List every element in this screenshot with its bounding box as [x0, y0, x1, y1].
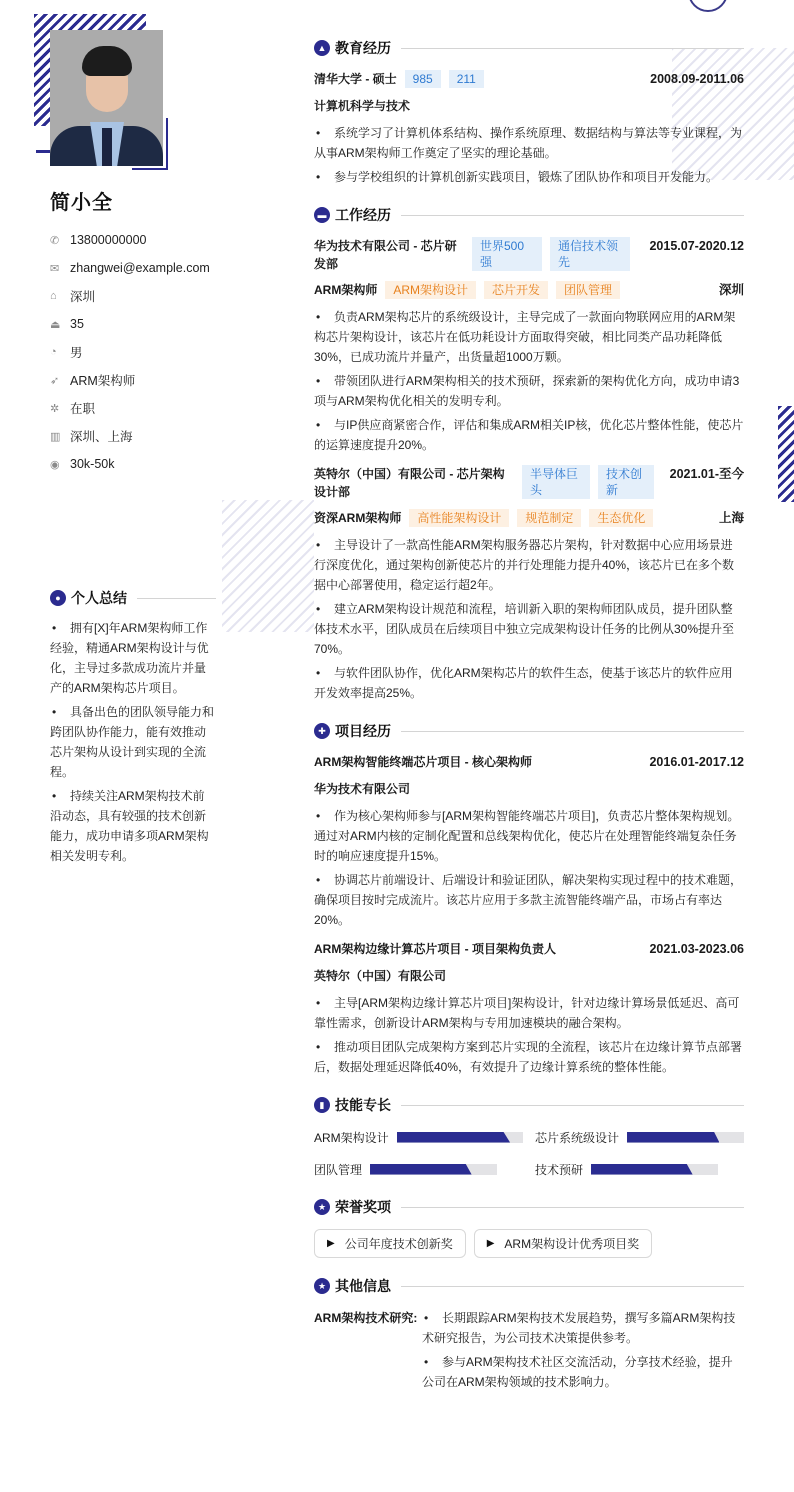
projects-section [314, 721, 744, 1077]
work-bullet: • 负责ARM架构芯片的系统级设计，主导完成了一款面向物联网应用的ARM架构芯片架构设计，该芯片在低功耗设计方面取得突破，相比同类产品功耗降低30%，已成功流片并量产，出货量超1000万颗。 [314, 307, 744, 367]
other-bullet: • 长期跟踪ARM架构技术发展趋势，撰写多篇ARM架构技术研究报告，为公司技术决策提供参考。 [422, 1308, 740, 1348]
section-title: 教育经历 [335, 40, 391, 56]
project-bullet: • 主导[ARM架构边缘计算芯片项目]架构设计，针对边缘计算场景低延迟、高可靠性需求，创新设计ARM架构与专用加速模块的融合架构。 [314, 993, 744, 1033]
status-icon: ✲ [50, 402, 60, 415]
role: ARM架构师 [314, 283, 378, 297]
info-position: ➶ ARM架构师 [50, 374, 136, 388]
skill-tag: 高性能架构设计 [409, 509, 509, 527]
info-phone: ✆ 13800000000 [50, 233, 147, 247]
bar-chart-icon: ▮ [314, 1097, 330, 1113]
skill-item [314, 1159, 535, 1179]
skills-grid [314, 1127, 744, 1179]
project-name: ARM架构边缘计算芯片项目 - 项目架构负责人 [314, 942, 556, 956]
decorative-circle [688, 0, 728, 12]
work-section [314, 205, 744, 703]
project-entry [314, 940, 744, 1077]
section-title: 工作经历 [335, 207, 391, 223]
award-item: ▶ ARM架构设计优秀项目奖 [474, 1229, 652, 1258]
divider [401, 1286, 744, 1287]
main-column [314, 38, 744, 1414]
section-header [314, 1095, 744, 1115]
work-bullet: • 建立ARM架构设计规范和流程，培训新入职的架构师团队成员，提升团队整体技术水平，团队成员在后续项目中独立完成架构设计任务的比例从30%提升至70%。 [314, 599, 744, 659]
skill-tag: 生态优化 [589, 509, 653, 527]
divider [401, 1105, 744, 1106]
decorative-stripes-mid [222, 500, 314, 632]
other-bullet: • 参与ARM架构技术社区交流活动，分享技术经验，提升公司在ARM架构领域的技术影响力。 [422, 1352, 740, 1392]
work-bullet: • 带领团队进行ARM架构相关的技术预研，探索新的架构优化方向，成功申请3项与ARM架构优化相关的发明专利。 [314, 371, 744, 411]
skill-item [535, 1159, 744, 1179]
company-tag: 通信技术领先 [550, 237, 630, 271]
project-bullet: • 协调芯片前端设计、后端设计和验证团队，解决架构实现过程中的技术难题，确保项目按时完成流片。该芯片应用于多款主流智能终端产品，市场占有率达20%。 [314, 870, 744, 930]
education-bullet: • 系统学习了计算机体系结构、操作系统原理、数据结构与算法等专业课程，为从事ARM架构师工作奠定了坚实的理论基础。 [314, 123, 744, 163]
section-header [314, 38, 744, 58]
skill-item [535, 1127, 744, 1147]
mail-icon: ✉ [50, 262, 60, 275]
section-header [314, 205, 744, 225]
home-icon: ⌂ [50, 290, 57, 302]
salary-icon: ◉ [50, 458, 60, 471]
company-name: 华为技术有限公司 - 芯片研发部 [314, 239, 457, 271]
education-entry [314, 70, 744, 187]
phone-icon: ✆ [50, 234, 60, 247]
project-name: ARM架构智能终端芯片项目 - 核心架构师 [314, 755, 532, 769]
skill-tag: 芯片开发 [484, 281, 548, 299]
info-city: ⌂ 深圳 [50, 290, 96, 304]
work-entry [314, 237, 744, 455]
project-company: 华为技术有限公司 [314, 782, 411, 796]
work-date: 2021.01-至今 [669, 467, 744, 481]
info-status: ✲ 在职 [50, 402, 96, 416]
decorative-stripes-right-edge [778, 406, 794, 502]
skills-section [314, 1095, 744, 1179]
project-company: 英特尔（中国）有限公司 [314, 969, 447, 983]
grid-icon: ✚ [314, 723, 330, 739]
building-icon: ▥ [50, 430, 61, 443]
avatar-frame [34, 14, 174, 174]
avatar [50, 30, 163, 166]
project-date: 2021.03-2023.06 [649, 942, 744, 956]
graduation-cap-icon: ▲ [314, 40, 330, 56]
divider [401, 731, 744, 732]
section-header [50, 588, 216, 608]
skill-bar [397, 1132, 523, 1143]
skill-tag: 团队管理 [556, 281, 620, 299]
project-date: 2016.01-2017.12 [649, 755, 744, 769]
section-header [314, 721, 744, 741]
award-item: ▶ 公司年度技术创新奖 [314, 1229, 466, 1258]
project-bullet: • 推动项目团队完成架构方案到芯片实现的全流程，该芯片在边缘计算节点部署后，数据处理延迟降低40%，有效提升了边缘计算系统的整体性能。 [314, 1037, 744, 1077]
work-bullet: • 与软件团队协作，优化ARM架构芯片的软件生态，使基于该芯片的软件应用开发效率提高25%。 [314, 663, 744, 703]
work-location: 深圳 [718, 283, 744, 297]
info-email: ✉ zhangwei@example.com [50, 261, 210, 275]
skill-name: 技术预研 [535, 1162, 584, 1177]
info-age: ⏏ 35 [50, 317, 84, 331]
gender-icon: ◔ [50, 346, 57, 358]
skill-name: 团队管理 [314, 1162, 363, 1177]
section-title: 个人总结 [71, 590, 127, 606]
section-title: 技能专长 [335, 1097, 391, 1113]
award-icon: ★ [314, 1199, 330, 1215]
section-title: 项目经历 [335, 723, 391, 739]
divider [137, 598, 216, 599]
skill-bar-fill [397, 1132, 510, 1143]
divider [401, 48, 744, 49]
work-date: 2015.07-2020.12 [649, 239, 744, 253]
awards-section [314, 1197, 744, 1258]
contact-info-list [50, 226, 250, 478]
user-icon: ● [50, 590, 66, 606]
section-title: 荣誉奖项 [335, 1199, 391, 1215]
info-salary: ◉ 30k-50k [50, 457, 115, 471]
skill-tag: ARM架构设计 [385, 281, 476, 299]
project-entry [314, 753, 744, 930]
summary-item: • 拥有[X]年ARM架构师工作经验，精通ARM架构设计与优化，主导过多款成功流片并量产的ARM架构芯片项目。 [50, 618, 216, 698]
work-bullet: • 主导设计了一款高性能ARM架构服务器芯片架构，针对数据中心应用场景进行深度优化，通过架构创新使芯片的并行处理能力提升40%，该芯片已在多个数据中心部署使用，稳定运行超2年。 [314, 535, 744, 595]
awards-list [314, 1229, 744, 1258]
send-icon: ➶ [50, 374, 60, 387]
summary-item: • 具备出色的团队领导能力和跨团队协作能力，能有效推动芯片架构从设计到实现的全流程。 [50, 702, 216, 782]
skill-name: 芯片系统级设计 [535, 1130, 620, 1145]
section-header [314, 1197, 744, 1217]
company-tag: 半导体巨头 [522, 465, 590, 499]
major: 计算机科学与技术 [314, 99, 411, 113]
skill-bar [591, 1164, 718, 1175]
info-icon: ★ [314, 1278, 330, 1294]
education-section [314, 38, 744, 187]
school-tag: 211 [449, 70, 484, 88]
divider [401, 215, 744, 216]
company-name: 英特尔（中国）有限公司 - 芯片架构设计部 [314, 467, 505, 499]
info-target-city: ▥ 深圳、上海 [50, 430, 133, 444]
candidate-name: 简小全 [50, 192, 113, 214]
other-label: ARM架构技术研究: [314, 1311, 418, 1325]
work-bullet: • 与IP供应商紧密合作，评估和集成ARM相关IP核，优化芯片整体性能，使芯片的运算速度提升20%。 [314, 415, 744, 455]
skill-tag: 规范制定 [517, 509, 581, 527]
other-info-section [314, 1276, 744, 1396]
role: 资深ARM架构师 [314, 511, 402, 525]
company-tag: 世界500强 [472, 237, 542, 271]
skill-name: ARM架构设计 [314, 1130, 389, 1145]
section-title: 其他信息 [335, 1278, 391, 1294]
education-bullet: • 参与学校组织的计算机创新实践项目，锻炼了团队协作和项目开发能力。 [314, 167, 744, 187]
skill-bar-fill [370, 1164, 472, 1175]
info-gender: ◔ 男 [50, 346, 83, 360]
education-date: 2008.09-2011.06 [650, 72, 744, 86]
briefcase-icon: ▬ [314, 207, 330, 223]
skill-bar [370, 1164, 497, 1175]
school-tag: 985 [405, 70, 441, 88]
age-icon: ⏏ [50, 318, 61, 331]
personal-summary-section [50, 588, 216, 870]
school-name: 清华大学 - 硕士 [314, 72, 397, 86]
skill-item [314, 1127, 535, 1147]
section-header [314, 1276, 744, 1296]
summary-item: • 持续关注ARM架构技术前沿动态，具有较强的技术创新能力，成功申请多项ARM架构相关发明专利。 [50, 786, 216, 866]
other-info-row [314, 1308, 744, 1396]
work-location: 上海 [718, 511, 744, 525]
play-triangle-icon: ▶ [327, 1238, 335, 1249]
work-entry [314, 465, 744, 703]
skill-bar [627, 1132, 744, 1143]
skill-bar-fill [591, 1164, 693, 1175]
skill-bar-fill [627, 1132, 719, 1143]
play-triangle-icon: ▶ [486, 1238, 495, 1249]
company-tag: 技术创新 [598, 465, 654, 499]
divider [401, 1207, 744, 1208]
project-bullet: • 作为核心架构师参与[ARM架构智能终端芯片项目]，负责芯片整体架构规划。通过对ARM内核的定制化配置和总线架构优化，使芯片在处理智能终端复杂任务时的响应速度提升15%。 [314, 806, 744, 866]
